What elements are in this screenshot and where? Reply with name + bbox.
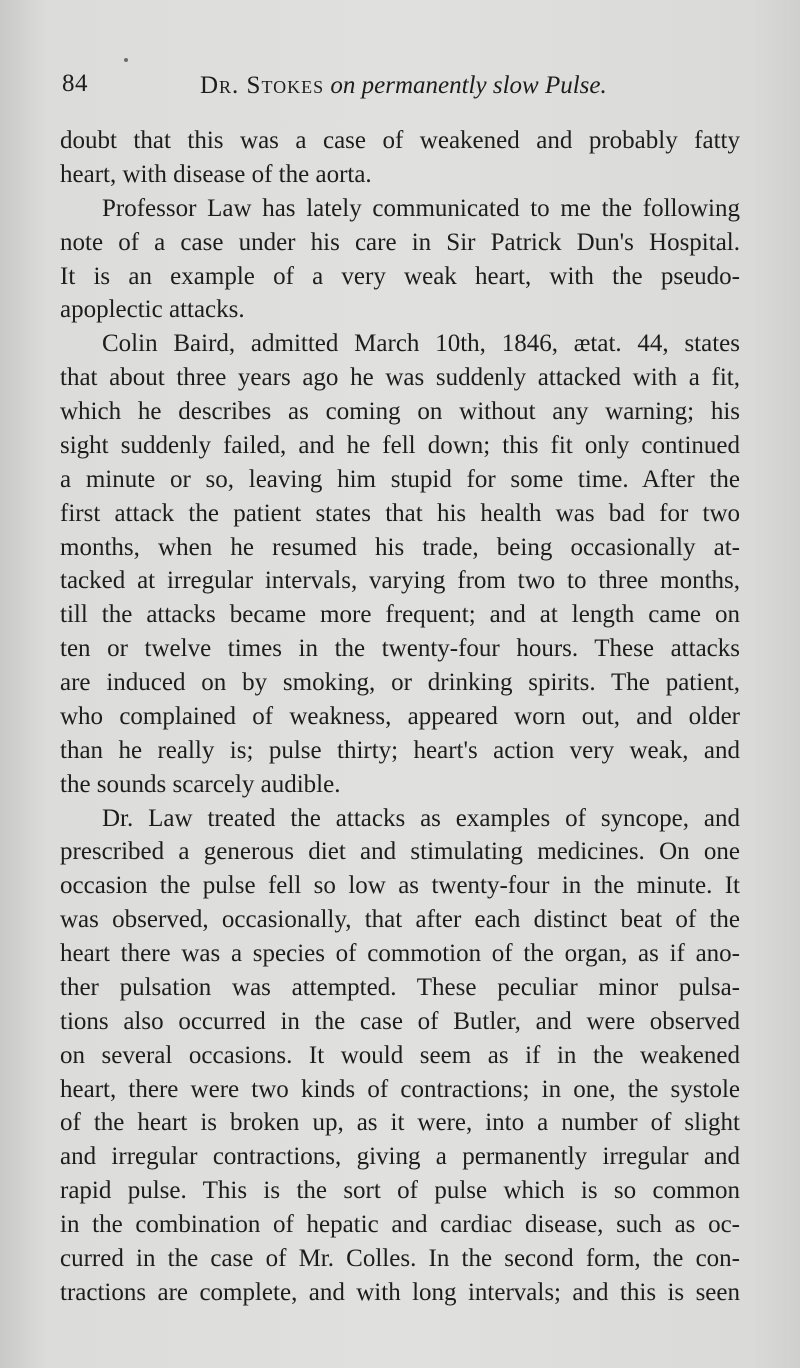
text-line: occasion the pulse fell so low as twenty-four in the minute. It [60,872,740,900]
text-line: of the heart is broken up, as it were, into a number of slight [60,1109,740,1137]
text-line: Professor Law has lately communicated to me the following [102,194,740,222]
text-line: ten or twelve times in the twenty-four hours. These attacks [60,635,740,663]
text-line: apoplectic attacks. [60,296,245,324]
text-line: who complained of weakness, appeared worn out, and older [60,702,740,730]
text-line: heart there was a species of commotion of the organ, as if ano- [60,940,740,967]
text-line: tractions are complete, and with long intervals; and this is seen [60,1278,740,1306]
text-line: curred in the case of Mr. Colles. In the second form, the con- [60,1244,740,1272]
text-line: till the attacks became more frequent; and at length came on [60,601,740,629]
text-line: are induced on by smoking, or drinking spirits. The patient, [60,669,740,696]
running-head [200,72,607,100]
text-line: which he describes as coming on without any warning; his [60,398,740,425]
text-line: in the combination of hepatic and cardiac disease, such as oc- [60,1211,740,1238]
page-header [60,64,740,108]
text-line: first attack the patient states that his health was bad for two [60,499,740,527]
text-line: was observed, occasionally, that after each distinct beat of the [60,906,740,934]
text-line: prescribed a generous diet and stimulating medicines. On one [60,838,740,866]
text-line: the sounds scarcely audible. [60,770,341,798]
text-line: heart, there were two kinds of contractions; in one, the systole [60,1075,740,1103]
text-line: and irregular contractions, giving a permanently irregular and [60,1143,740,1171]
text-line: months, when he resumed his trade, being occasionally at- [60,533,740,561]
text-line: Colin Baird, admitted March 10th, 1846, ætat. 44, states [102,330,740,358]
text-line: sight suddenly failed, and he fell down; this fit only continued [60,431,740,459]
text-line: Dr. Law treated the attacks as examples of syncope, and [102,804,740,832]
page-number: 84 [62,70,88,97]
text-line: that about three years ago he was suddenly attacked with a fit, [60,364,740,392]
ink-speck [124,58,128,62]
text-line: tions also occurred in the case of Butler, and were observed [60,1007,740,1035]
text-line: tacked at irregular intervals, varying from two to three months, [60,567,740,595]
text-line: doubt that this was a case of weakened and probably fatty [60,127,740,154]
text-line: It is an example of a very weak heart, with the pseudo- [60,262,740,290]
text-line: note of a case under his care in Sir Patrick Dun's Hospital. [60,228,740,256]
text-line: ther pulsation was attempted. These peculiar minor pulsa- [60,973,740,1001]
text-line: heart, with disease of the aorta. [60,160,372,188]
text-line: than he really is; pulse thirty; heart's action very weak, and [60,736,740,764]
text-line: a minute or so, leaving him stupid for some time. After the [60,465,740,493]
running-head-title: on permanently slow Pulse. [330,72,607,99]
text-line: on several occasions. It would seem as if in the weakened [60,1041,740,1069]
running-head-author: Dr. Stokes [200,72,325,99]
body-text [60,124,740,1310]
text-line: rapid pulse. This is the sort of pulse which is so common [60,1177,740,1205]
